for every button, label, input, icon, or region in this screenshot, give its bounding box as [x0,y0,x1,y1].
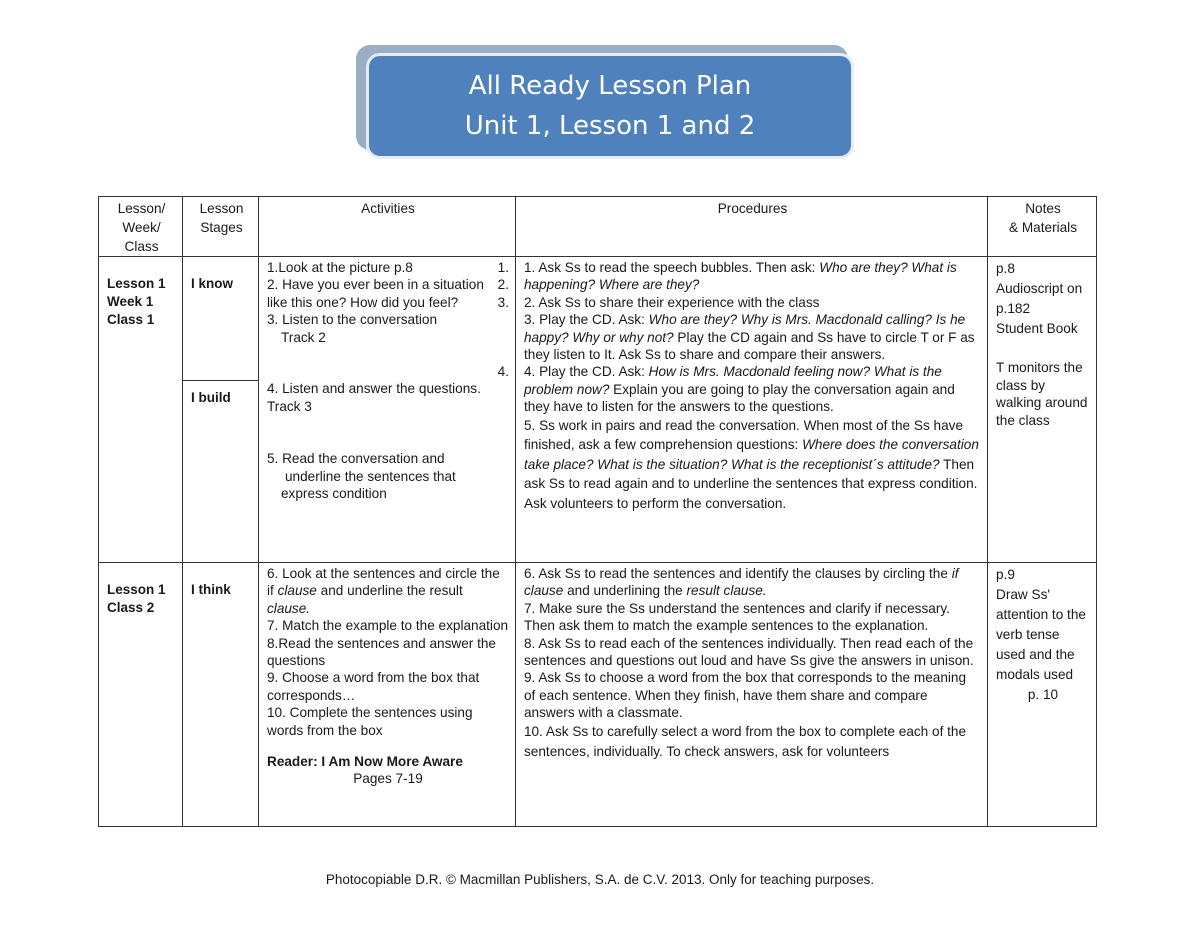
title-line-2: Unit 1, Lesson 1 and 2 [464,111,756,141]
header-row [99,197,1097,257]
row2-stage-i-think: I think [183,563,259,827]
row1-activities: 1. 1.Look at the picture p.8 2. 3. 2. Have you ever been in a situation like this one? How did you feel? 3. Listen to the conversation Track 2 4. 4. Listen and answer the questions. Track 3 5. Read the conversation and underline the sentences that express condition [259,257,516,563]
row1-stage-i-build: I build [183,381,259,563]
header-stages: Lesson Stages [183,197,259,257]
row2-notes: p.9 Draw Ss' attention to the verb tense used and the modals used p. 10 [988,563,1097,827]
title-banner [366,53,854,159]
title-line-1: All Ready Lesson Plan [468,71,752,101]
row2-procedures: 6. Ask Ss to read the sentences and identify the clauses by circling the if clause and underlining the result clause. 7. Make sure the Ss understand the sentences and clarify if necessary. Then ask them to match the example sentences to the explanation. 8. Ask Ss to read each of the sentences individually. Then read each of the sentences and questions out loud and have Ss give the answers in unison. 9. Ask Ss to choose a word from the box that corresponds to the meaning of each sentence. When they finish, have them share and compare answers with a classmate. 10. Ask Ss to carefully select a word from the box to complete each of the sentences, individually. To check answers, ask for volunteers [516,563,988,827]
footer-copyright: Photocopiable D.R. © Macmillan Publishers, S.A. de C.V. 2013. Only for teaching purposes. [325,872,875,887]
row1-lesson-cell: Lesson 1 Week 1 Class 1 [99,257,183,563]
row2-activities: 6. Look at the sentences and circle the if clause and underline the result clause. 7. Match the example to the explanation 8.Read the sentences and answer the questions 9. Choose a word from the box that corresponds… 10. Complete the sentences using words from the box Reader: I Am Now More Aware Pages 7-19 [259,563,516,827]
lesson-plan-table [98,196,1097,827]
header-lesson: Lesson/ Week/ Class [99,197,183,257]
table-row [99,257,1097,381]
header-activities: Activities [259,197,516,257]
table-row [99,563,1097,827]
header-procedures: Procedures [516,197,988,257]
row2-lesson-cell: Lesson 1 Class 2 [99,563,183,827]
row1-procedures: 1. Ask Ss to read the speech bubbles. Then ask: Who are they? What is happening? Where are they? 2. Ask Ss to share their experience with the class 3. Play the CD. Ask: Who are they? Why is Mrs. Macdonald calling? Is he happy? Why or why not? Play the CD again and Ss have to circle T or F as they listen to It. Ask Ss to share and compare their answers. 4. Play the CD. Ask: How is Mrs. Macdonald feeling now? What is the problem now? Explain you are going to play the conversation again and they have to listen for the answers to the questions. 5. Ss work in pairs and read the conversation. When most of the Ss have finished, ask a few comprehension questions: Where does the conversation take place? What is the situation? What is the receptionist´s attitude? Then ask Ss to read again and to underline the sentences that express condition. Ask volunteers to perform the conversation. [516,257,988,563]
row1-notes: p.8 Audioscript on p.182 Student Book T monitors the class by walking around the class [988,257,1097,563]
header-notes: Notes & Materials [988,197,1097,257]
row1-stage-i-know: I know [183,257,259,381]
